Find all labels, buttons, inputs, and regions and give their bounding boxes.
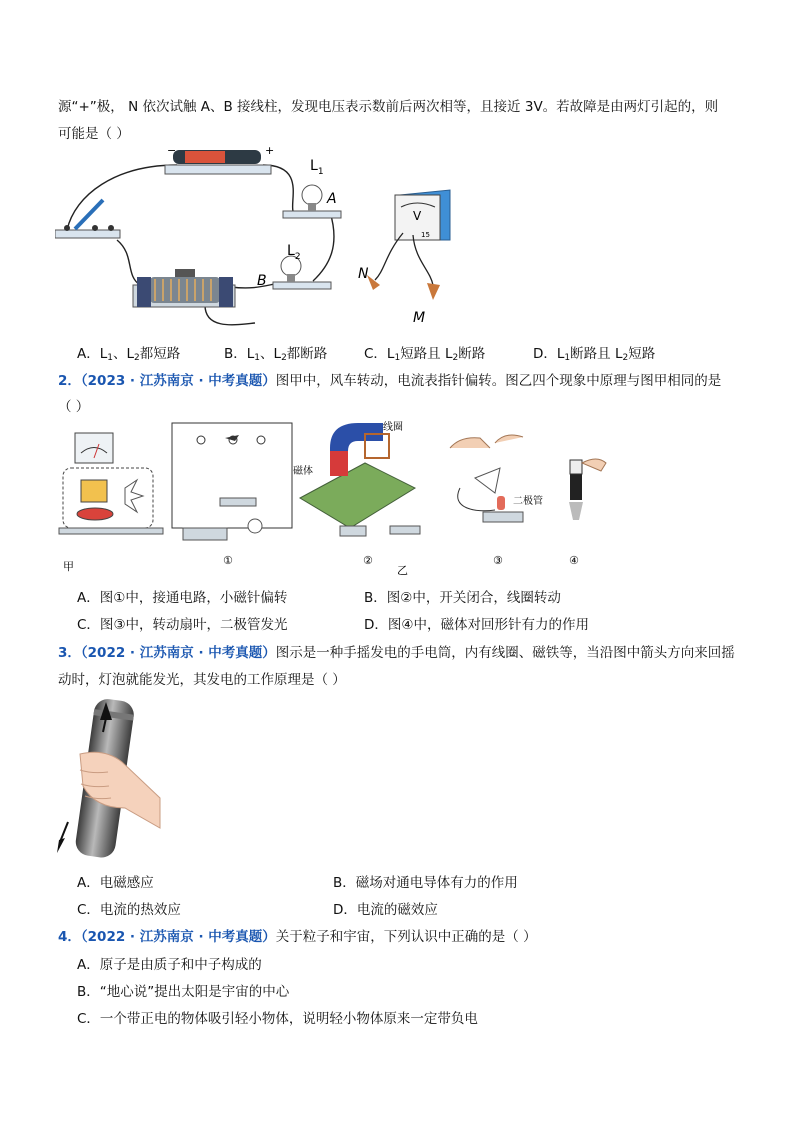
q1-option-a[interactable]: A．$L_1$、$L_2$都短路 (77, 346, 181, 363)
q1-option-c[interactable]: C．$L_1$短路且 $L_2$断路 (364, 346, 486, 363)
q1-circuit-figure (55, 145, 475, 330)
q2-option-c[interactable]: C．图③中，转动扇叶，二极管发光 (77, 617, 288, 633)
fig-jia-label: 甲 (63, 560, 74, 573)
q1-text-line2: 可能是（ ） (58, 126, 130, 142)
battery-minus: − (167, 145, 177, 157)
fig-diode-label: 二极管 (513, 496, 543, 507)
voltmeter-v-label: V (413, 209, 422, 223)
l2-label: $L_2$ (287, 243, 301, 262)
q3-option-a[interactable]: A．电磁感应 (77, 875, 154, 891)
l1-label: $L_1$ (310, 158, 324, 177)
q4-option-a[interactable]: A．原子是由质子和中子构成的 (77, 957, 262, 973)
q3-option-c[interactable]: C．电流的热效应 (77, 902, 181, 918)
fig-c4-label: ④ (569, 554, 579, 567)
q1-text-line1: 源“+”极， N 依次试触 A、B 接线柱，发现电压表示数前后两次相等，且接近 3V。若故障是由两灯引起的，则 (58, 99, 719, 115)
voltmeter-15-label: 15 (421, 231, 430, 239)
q4-option-c[interactable]: C．一个带正电的物体吸引轻小物体，说明轻小物体原来一定带负电 (77, 1011, 478, 1027)
q3-flashlight-figure (55, 692, 175, 862)
q2-option-b[interactable]: B．图②中，开关闭合，线圈转动 (364, 590, 561, 606)
q2-stem: 2．（2023 · 江苏南京 · 中考真题）图甲中，风车转动，电流表指针偏转。图乙四个现象中原理与图甲相同的是 (58, 373, 722, 389)
q2-stem-line2: （ ） (58, 399, 90, 415)
q4-option-b[interactable]: B．“地心说”提出太阳是宇宙的中心 (77, 984, 290, 1000)
fig-yi-label: 乙 (397, 564, 408, 577)
q4-stem: 4．（2022 · 江苏南京 · 中考真题）关于粒子和宇宙，下列认识中正确的是（ ） (58, 929, 537, 945)
probe-m-label: M (413, 310, 426, 326)
fig-magnet-label: 磁体 (293, 466, 313, 477)
q1-option-d[interactable]: D．$L_1$断路且 $L_2$短路 (533, 346, 656, 363)
fig-c3-label: ③ (493, 554, 503, 567)
q3-option-d[interactable]: D．电流的磁效应 (333, 902, 438, 918)
q1-option-b[interactable]: B．$L_1$、$L_2$都断路 (224, 346, 328, 363)
probe-n-label: N (358, 266, 369, 282)
fig-c1-label: ① (223, 554, 233, 567)
q3-stem: 3．（2022 · 江苏南京 · 中考真题）图示是一种手摇发电的手电筒，内有线圈、磁铁等，当沿图中箭头方向来回摇 (58, 645, 735, 661)
q3-stem-line2: 动时，灯泡就能发光，其发电的工作原理是（ ） (58, 672, 346, 688)
q2-option-d[interactable]: D．图④中，磁体对回形针有力的作用 (364, 617, 590, 633)
q3-option-b[interactable]: B．磁场对通电导体有力的作用 (333, 875, 518, 891)
battery-plus: + (265, 145, 275, 157)
q2-option-a[interactable]: A．图①中，接通电路，小磁针偏转 (77, 590, 288, 606)
fig-coil-label: 线圈 (383, 422, 403, 433)
terminal-a-label: A (327, 191, 337, 207)
fig-c2-label: ② (363, 554, 373, 567)
q2-figures (55, 418, 625, 578)
terminal-b-label: B (257, 273, 267, 289)
